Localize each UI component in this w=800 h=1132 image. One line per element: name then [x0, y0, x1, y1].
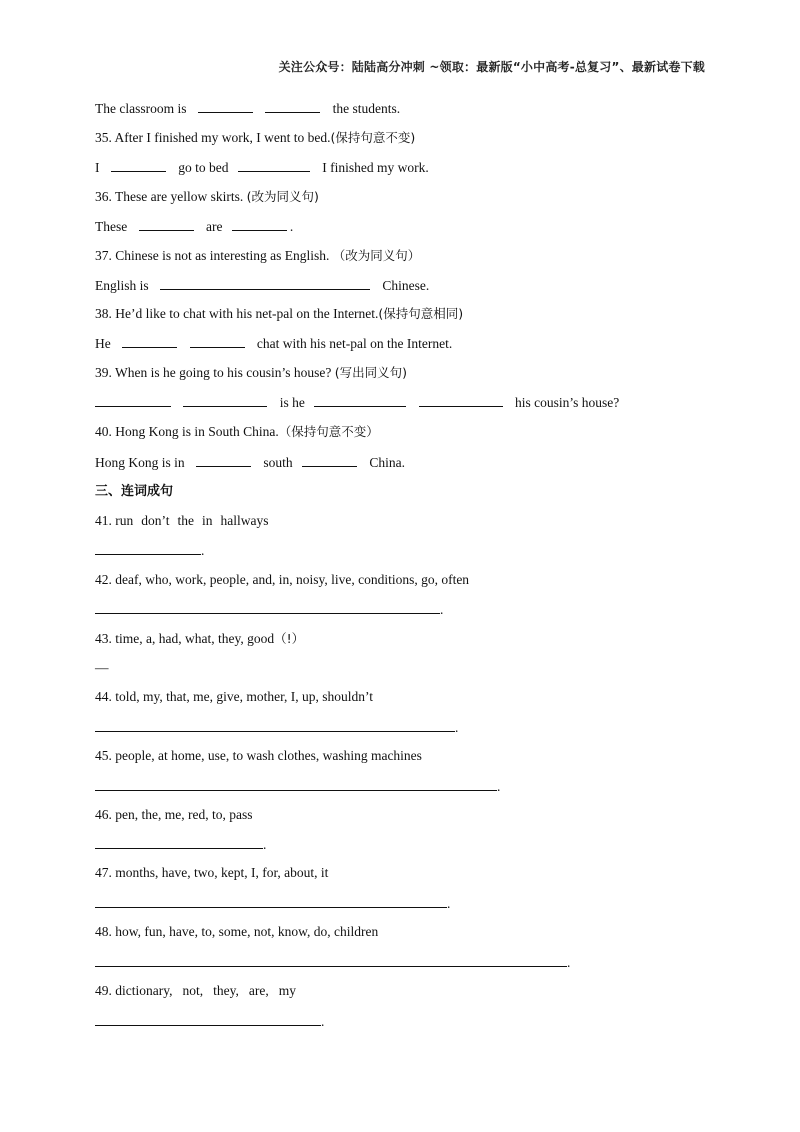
answer-blank[interactable]: [95, 778, 497, 791]
question-49: 49. dictionary, not, they, are, my: [95, 983, 296, 998]
question-48: 48. how, fun, have, to, some, not, know, do, children: [95, 924, 379, 939]
answer-line-39: is he his cousin’s house?: [95, 394, 619, 411]
answer-line-46: .: [95, 836, 266, 853]
answer-line-49: .: [95, 1013, 324, 1030]
answer-line-38: He chat with his net-pal on the Internet.: [95, 336, 453, 351]
answer-blank[interactable]: [160, 277, 370, 290]
question-37: 37. Chinese is not as interesting as English. （改为同义句）: [95, 248, 421, 263]
answer-blank[interactable]: [265, 100, 320, 113]
answer-blank[interactable]: [95, 1013, 321, 1026]
answer-line-40: Hong Kong is in south China.: [95, 455, 406, 470]
answer-blank[interactable]: [95, 895, 447, 908]
answer-line-43: —: [95, 660, 109, 675]
question-44: 44. told, my, that, me, give, mother, I, up, shouldn’t: [95, 689, 374, 704]
answer-blank[interactable]: [139, 218, 194, 231]
answer-blank[interactable]: [232, 218, 287, 231]
answer-line-47: .: [95, 895, 450, 912]
answer-blank[interactable]: [183, 394, 267, 407]
answer-blank[interactable]: [95, 542, 201, 555]
answer-line-48: .: [95, 954, 570, 971]
question-35: 35. After I finished my work, I went to bed.(保持句意不变): [95, 130, 416, 145]
answer-blank[interactable]: [95, 836, 263, 849]
answer-blank[interactable]: [95, 954, 567, 967]
page-header: 关注公众号：陆陆高分冲刺 ~领取：最新版“小中高考-总复习”、最新试卷下载: [278, 60, 705, 74]
answer-line-45: .: [95, 778, 500, 795]
question-39: 39. When is he going to his cousin’s house? (写出同义句): [95, 365, 408, 380]
answer-blank[interactable]: [198, 100, 253, 113]
answer-blank[interactable]: [95, 719, 455, 732]
question-41: 41. run don’t the in hallways: [95, 513, 269, 528]
answer-blank[interactable]: [122, 335, 177, 348]
answer-blank[interactable]: [302, 454, 357, 467]
question-42: 42. deaf, who, work, people, and, in, noisy, live, conditions, go, often: [95, 572, 470, 587]
answer-blank[interactable]: [190, 335, 245, 348]
answer-line-42: .: [95, 601, 443, 618]
question-45: 45. people, at home, use, to wash clothes, washing machines: [95, 748, 422, 763]
answer-blank[interactable]: [95, 394, 171, 407]
section-title: 三、连词成句: [95, 484, 174, 499]
answer-line-44: .: [95, 719, 458, 736]
answer-blank[interactable]: [314, 394, 406, 407]
answer-blank[interactable]: [95, 601, 440, 614]
answer-line-41: .: [95, 542, 204, 559]
question-47: 47. months, have, two, kept, I, for, about, it: [95, 865, 329, 880]
question-46: 46. pen, the, me, red, to, pass: [95, 807, 253, 822]
question-36: 36. These are yellow skirts. (改为同义句): [95, 189, 319, 204]
answer-blank[interactable]: [196, 454, 251, 467]
answer-line-35: I go to bed I finished my work.: [95, 160, 429, 175]
question-40: 40. Hong Kong is in South China.（保持句意不变）: [95, 424, 379, 439]
question-43: 43. time, a, had, what, they, good（!）: [95, 631, 305, 646]
answer-blank[interactable]: [238, 159, 310, 172]
answer-blank[interactable]: [419, 394, 503, 407]
answer-blank[interactable]: [111, 159, 166, 172]
q34-answer-line: The classroom is the students.: [95, 101, 401, 116]
answer-line-37: English is Chinese.: [95, 278, 430, 293]
question-38: 38. He’d like to chat with his net-pal on the Internet.(保持句意相同): [95, 306, 464, 321]
answer-line-36: These are .: [95, 219, 294, 234]
